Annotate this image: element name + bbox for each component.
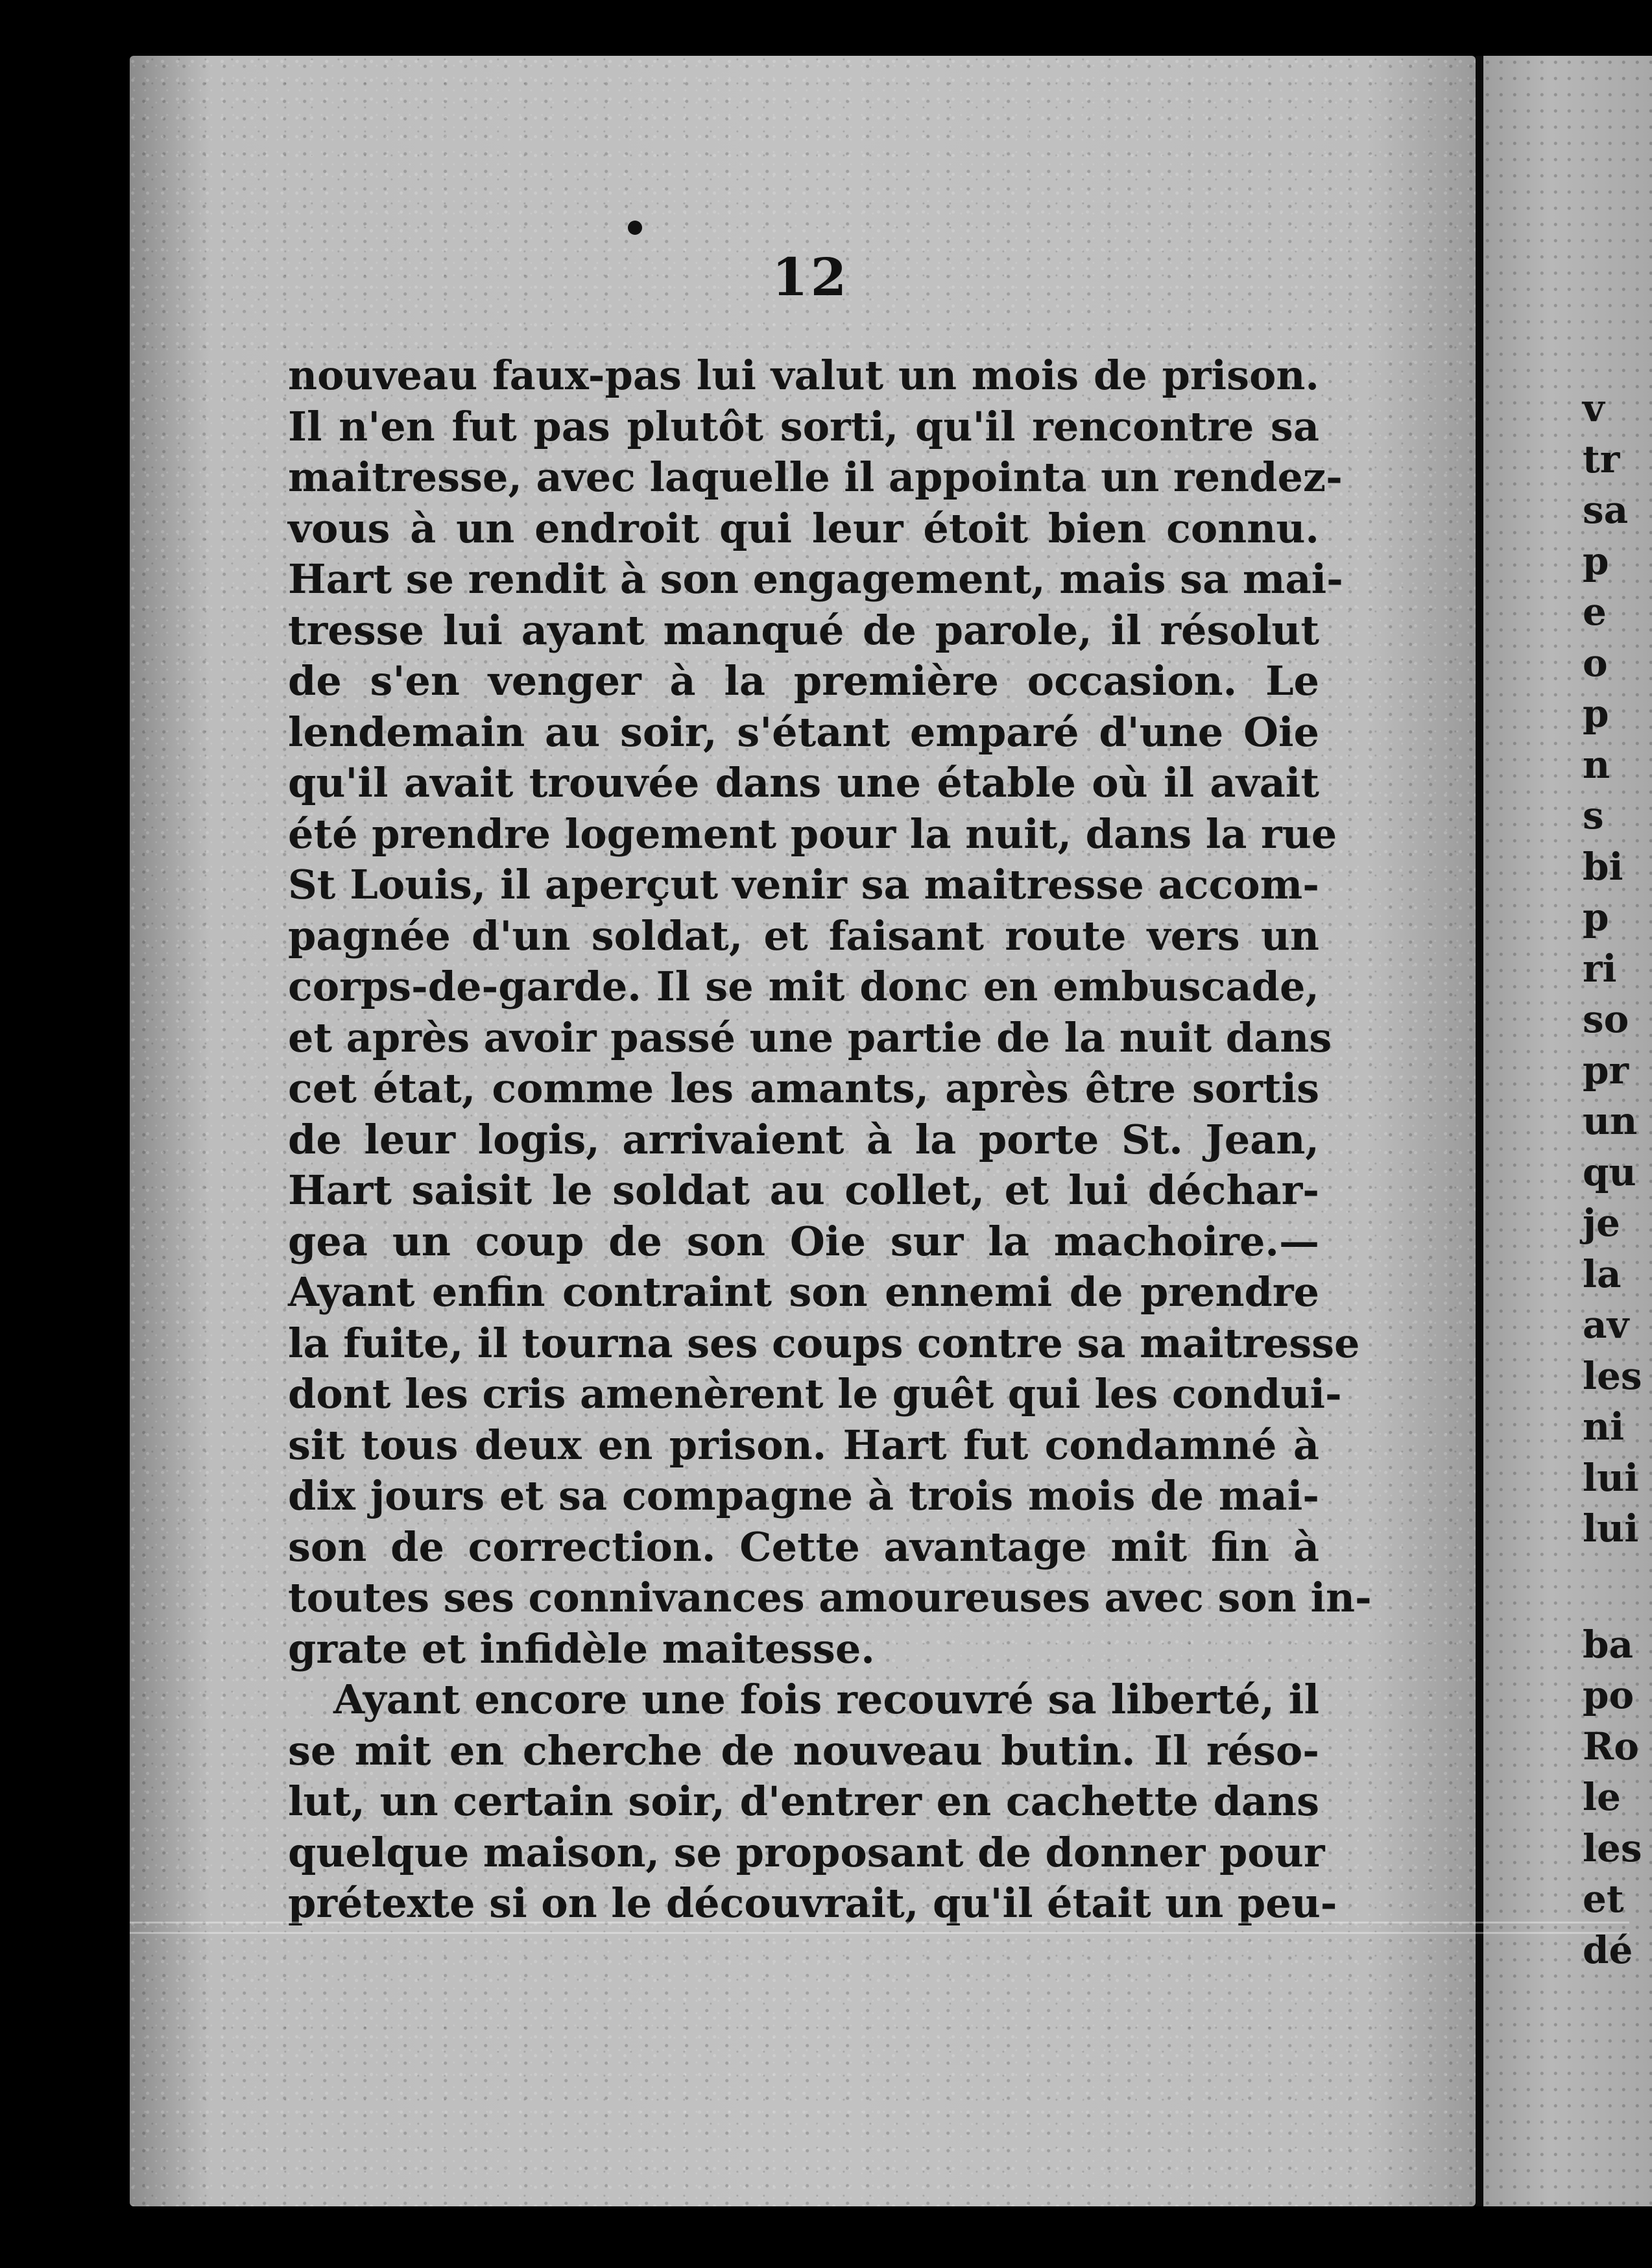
- text-line: Ayant enfin contraint son ennemi de prendre: [288, 1268, 1319, 1316]
- text-line: vous à un endroit qui leur étoit bien connu.: [288, 504, 1319, 552]
- facing-line-fragment: lui: [1583, 1506, 1639, 1550]
- text-line: tresse lui ayant manqué de parole, il résolut: [288, 606, 1319, 654]
- facing-line-fragment: av: [1583, 1303, 1629, 1347]
- text-line: pagnée d'un soldat, et faisant route vers un: [288, 911, 1319, 959]
- ink-dot: [628, 221, 642, 235]
- page-number: 12: [772, 247, 850, 308]
- text-line: toutes ses connivances amoureuses avec son in-: [288, 1574, 1372, 1621]
- facing-line-fragment: ri: [1583, 946, 1617, 991]
- facing-line-fragment: le: [1583, 1775, 1621, 1819]
- text-line: été prendre logement pour la nuit, dans la rue: [288, 810, 1337, 858]
- facing-line-fragment: pr: [1583, 1048, 1629, 1092]
- text-line: maitresse, avec laquelle il appointa un rendez-: [288, 453, 1343, 501]
- facing-line-fragment: p: [1583, 895, 1609, 939]
- text-line: corps-de-garde. Il se mit donc en embuscade,: [288, 963, 1319, 1010]
- facing-line-fragment: n: [1583, 742, 1610, 787]
- text-line: Hart saisit le soldat au collet, et lui déchar-: [288, 1166, 1319, 1214]
- facing-line-fragment: v: [1583, 386, 1605, 430]
- text-line: Ayant encore une fois recouvré sa liberté, il: [333, 1676, 1319, 1723]
- facing-line-fragment: ni: [1583, 1405, 1625, 1449]
- facing-line-fragment: dé: [1583, 1927, 1633, 1972]
- facing-line-fragment: un: [1583, 1099, 1638, 1143]
- facing-paragraph-gap: [1583, 1554, 1628, 1619]
- text-line: dix jours et sa compagne à trois mois de mai-: [288, 1472, 1319, 1519]
- facing-line-fragment: les: [1583, 1826, 1642, 1870]
- facing-line-fragment: so: [1583, 997, 1629, 1041]
- text-line: Il n'en fut pas plutôt sorti, qu'il rencontre sa: [288, 402, 1319, 450]
- text-line: lendemain au soir, s'étant emparé d'une Oie: [288, 708, 1319, 756]
- facing-line-fragment: lui: [1583, 1455, 1639, 1500]
- facing-line-fragment: p: [1583, 692, 1609, 736]
- text-line: lut, un certain soir, d'entrer en cachette dans: [288, 1778, 1319, 1825]
- text-line: qu'il avait trouvée dans une étable où il avait: [288, 759, 1319, 806]
- book-gutter: [1476, 56, 1483, 2206]
- text-line: Hart se rendit à son engagement, mais sa mai-: [288, 555, 1343, 603]
- scan-artifact-line: [130, 1922, 1629, 1924]
- text-line: de s'en venger à la première occasion. Le: [288, 657, 1319, 705]
- facing-line-fragment: bi: [1583, 844, 1623, 889]
- text-line: de leur logis, arrivaient à la porte St. Jean,: [288, 1115, 1319, 1163]
- text-line: quelque maison, se proposant de donner pour: [288, 1828, 1325, 1876]
- text-line: dont les cris amenèrent le guêt qui les condui-: [288, 1370, 1342, 1418]
- text-line: St Louis, il aperçut venir sa maitresse accom-: [288, 861, 1319, 908]
- facing-line-fragment: la: [1583, 1251, 1622, 1296]
- facing-line-fragment: ba: [1583, 1622, 1634, 1667]
- facing-page-text-fragments: [1583, 383, 1642, 1975]
- text-line: son de correction. Cette avantage mit fin à: [288, 1523, 1319, 1571]
- text-line: cet état, comme les amants, après être sortis: [288, 1065, 1319, 1112]
- body-text: [288, 350, 1372, 1929]
- facing-line-fragment: qu: [1583, 1150, 1636, 1194]
- text-line: nouveau faux-pas lui valut un mois de prison.: [288, 352, 1319, 399]
- facing-line-fragment: les: [1583, 1353, 1642, 1398]
- facing-line-fragment: po: [1583, 1673, 1634, 1717]
- text-line: et après avoir passé une partie de la nuit dans: [288, 1013, 1332, 1061]
- facing-line-fragment: o: [1583, 640, 1608, 685]
- facing-line-fragment: et: [1583, 1877, 1624, 1921]
- facing-line-fragment: s: [1583, 793, 1604, 838]
- facing-line-fragment: e: [1583, 590, 1607, 634]
- text-line: sit tous deux en prison. Hart fut condamné à: [288, 1421, 1319, 1469]
- facing-line-fragment: p: [1583, 538, 1609, 583]
- scan-artifact-line: [130, 1932, 1629, 1934]
- facing-line-fragment: je: [1583, 1201, 1620, 1245]
- facing-line-fragment: sa: [1583, 488, 1629, 532]
- text-line: gea un coup de son Oie sur la machoire.—: [288, 1217, 1319, 1265]
- text-line: grate et infidèle maitesse.: [288, 1624, 875, 1672]
- facing-line-fragment: Ro: [1583, 1724, 1639, 1768]
- text-line: la fuite, il tourna ses coups contre sa maitresse: [288, 1319, 1360, 1367]
- text-line: prétexte si on le découvrait, qu'il était un peu-: [288, 1879, 1337, 1927]
- text-line: se mit en cherche de nouveau butin. Il réso-: [288, 1726, 1319, 1774]
- facing-line-fragment: tr: [1583, 437, 1620, 481]
